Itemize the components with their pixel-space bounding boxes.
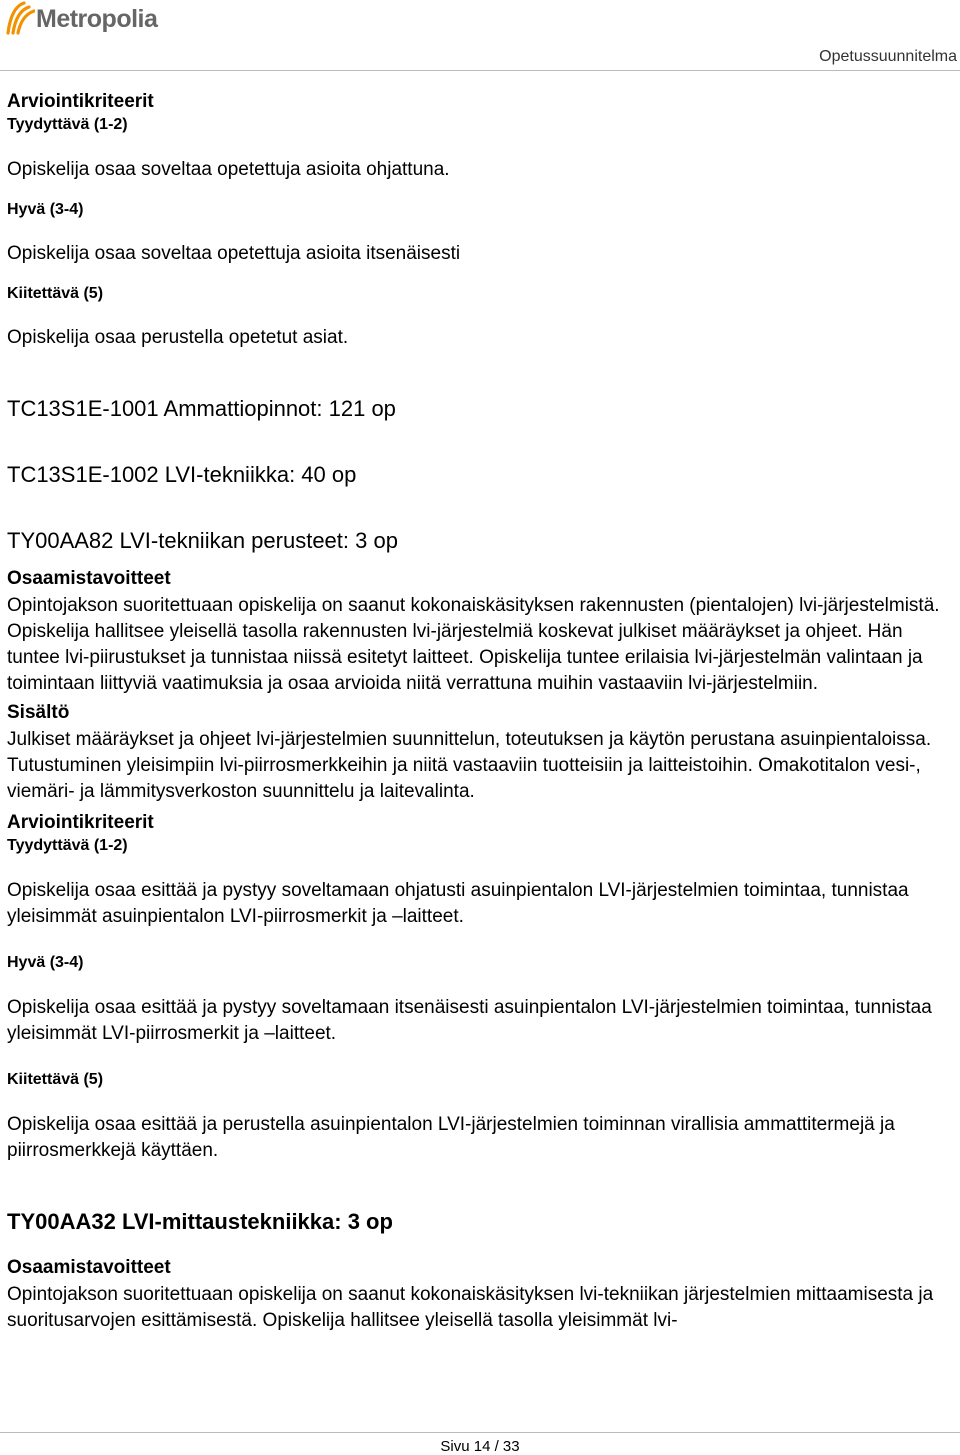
goals-text: Opintojakson suoritettuaan opiskelija on saanut kokonaiskäsityksen lvi-tekniikan järjestelmien mittaamisesta ja suoritusarvojen esittämisestä. Opiskelija hallitsee yleisellä tasolla yleisimmät lvi- bbox=[7, 1284, 934, 1331]
goals-text: Opintojakson suoritettuaan opiskelija on saanut kokonaiskäsityksen rakennusten (pientalojen) lvi-järjestelmistä. Opiskelija hallitsee yleisellä tasolla rakennusten lvi-järjestelmiä koskevat julkiset määräykset ja ohjeet. Hän tuntee lvi-piirustukset ja tunnistaa niissä esitetyt laitteet. Opiskelija tuntee erilaisia lvi-järjestelmän valintaan ja toimintaan liittyviä vaatimuksia ja osaa arvioida niitä verrattuna muihin vastaaviin lvi-järjestelmiin. bbox=[7, 595, 940, 694]
module-heading: TC13S1E-1002 LVI-tekniikka: 40 op bbox=[7, 462, 357, 487]
page-header bbox=[0, 0, 960, 72]
footer-divider bbox=[0, 1432, 960, 1433]
criteria-level-label: Hyvä (3-4) bbox=[7, 954, 84, 971]
criteria-level-label: Hyvä (3-4) bbox=[7, 201, 84, 218]
content-text: Julkiset määräykset ja ohjeet lvi-järjestelmien suunnittelun, toteutuksen ja käytön perustana asuinpientaloissa. Tutustuminen yleisimpiin lvi-piirrosmerkkeihin ja niitä vastaaviin tuotteisiin ja laitteistoihin. Omakotitalon vesi-, viemäri- ja lämmitysverkoston suunnittelu ja laitevalinta. bbox=[7, 729, 932, 802]
document-title: Opetussuunnitelma bbox=[819, 48, 957, 65]
criteria-level-label: Kiitettävä (5) bbox=[7, 285, 104, 302]
course-title: TY00AA32 LVI-mittaustekniikka: 3 op bbox=[7, 1209, 393, 1234]
criteria-level-text: Opiskelija osaa esittää ja pystyy soveltamaan itsenäisesti asuinpientalon LVI-järjestelmien toimintaa, tunnistaa yleisimmät LVI-piirrosmerkit ja –laitteet. bbox=[7, 997, 932, 1044]
goals-heading: Osaamistavoitteet bbox=[7, 568, 171, 589]
criteria-level-text: Opiskelija osaa soveltaa opetettuja asioita itsenäisesti bbox=[7, 243, 461, 264]
criteria-level-text: Opiskelija osaa esittää ja perustella asuinpientalon LVI-järjestelmien toiminnan virallisia ammattitermejä ja piirrosmerkkejä käyttäen. bbox=[7, 1114, 895, 1161]
course-title: TY00AA82 LVI-tekniikan perusteet: 3 op bbox=[7, 528, 398, 553]
content-heading: Sisältö bbox=[7, 702, 70, 723]
goals-heading: Osaamistavoitteet bbox=[7, 1257, 171, 1278]
metropolia-logo-icon bbox=[5, 1, 35, 35]
criteria-level-text: Opiskelija osaa soveltaa opetettuja asioita ohjattuna. bbox=[7, 159, 450, 180]
criteria-level-label: Tyydyttävä (1-2) bbox=[7, 116, 128, 133]
header-divider bbox=[0, 70, 960, 71]
criteria-heading: Arviointikriteerit bbox=[7, 812, 154, 833]
page-content bbox=[7, 90, 953, 1334]
criteria-level-text: Opiskelija osaa esittää ja pystyy soveltamaan ohjatusti asuinpientalon LVI-järjestelmien toimintaa, tunnistaa yleisimmät asuinpientalon LVI-piirrosmerkit ja –laitteet. bbox=[7, 880, 909, 927]
criteria-level-text: Opiskelija osaa perustella opetetut asiat. bbox=[7, 327, 349, 348]
page-number: Sivu 14 / 33 bbox=[440, 1438, 520, 1455]
criteria-level-label: Kiitettävä (5) bbox=[7, 1071, 104, 1088]
criteria-level-label: Tyydyttävä (1-2) bbox=[7, 837, 128, 854]
logo-wordmark: Metropolia bbox=[36, 4, 158, 33]
criteria-heading: Arviointikriteerit bbox=[7, 91, 154, 112]
module-heading: TC13S1E-1001 Ammattiopinnot: 121 op bbox=[7, 396, 396, 421]
metropolia-logo bbox=[5, 1, 157, 35]
